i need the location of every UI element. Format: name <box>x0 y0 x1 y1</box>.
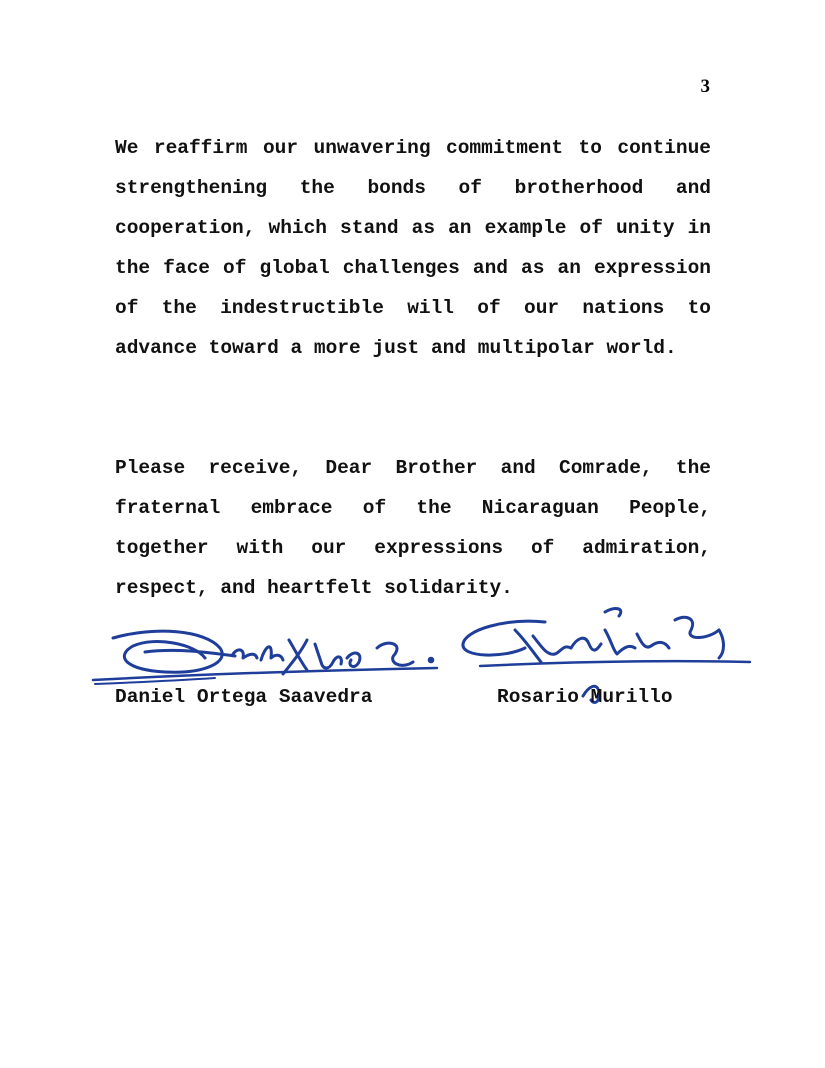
signature-block <box>85 600 765 720</box>
body-paragraph-2: Please receive, Dear Brother and Comrade, the fraternal embrace of the Nicaraguan People, together with our expressions of admiration, respect, and heartfelt solidarity. <box>115 457 711 599</box>
signature-daniel-ortega <box>93 631 437 684</box>
page-number: 3 <box>700 76 710 97</box>
body-paragraph-1: We reaffirm our unwavering commitment to continue strengthening the bonds of brotherhood and cooperation, which stand as an example of unity in the face of global challenges and as an expression of the indestructible will of our nations to advance toward a more just and multipolar world. <box>115 137 711 359</box>
signer-name-daniel-ortega: Daniel Ortega Saavedra <box>115 686 373 708</box>
signer-name-rosario-murillo: Rosario Murillo <box>497 686 673 708</box>
